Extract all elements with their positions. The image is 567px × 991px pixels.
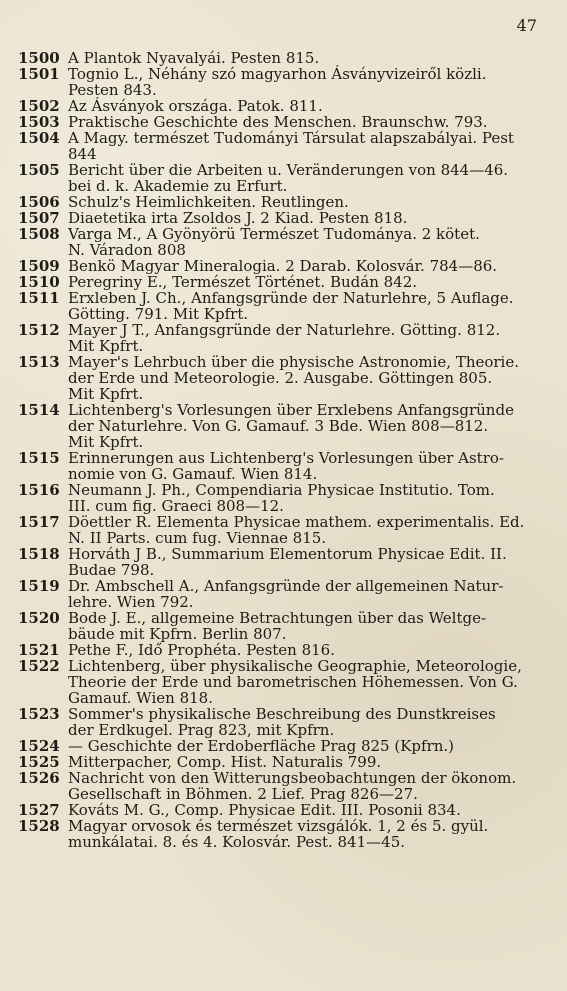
entry-text [68,818,558,850]
entry-line: Erxleben J. Ch., Anfangsgründe der Naturlehre, 5 Auflage. [68,289,514,307]
entry-text [68,130,558,162]
bibliography-entry [18,226,558,258]
entry-line: Sommer's physikalische Beschreibung des Dunstkreises [68,705,496,723]
entry-line: Götting. 791. Mit Kpfrt. [68,305,249,323]
entry-number: 1508 [18,225,60,243]
entry-line: — Geschichte der Erdoberfläche Prag 825 (Kpfrn.) [68,737,455,755]
entry-line: Bericht über die Arbeiten u. Veränderungen von 844—46. [68,161,509,179]
entry-line: Mayer's Lehrbuch über die physische Astronomie, Theorie. [68,353,520,371]
bibliography-entry [18,114,558,130]
entry-text [68,322,558,354]
bibliography-entry [18,658,558,706]
entry-line: munkálatai. 8. és 4. Kolosvár. Pest. 841—45. [68,833,406,851]
bibliography-entry [18,770,558,802]
entry-number: 1523 [18,705,60,723]
entry-number: 1521 [18,641,60,659]
entry-text [68,162,558,194]
entry-line: Varga M., A Gyönyörü Természet Tudománya. 2 kötet. [68,225,480,243]
entry-text [68,482,558,514]
entry-text [68,578,558,610]
entry-line: Pethe F., Idő Prophéta. Pesten 816. [68,641,335,659]
entry-number: 1518 [18,545,60,563]
entry-line: lehre. Wien 792. [68,593,194,611]
bibliography-entry [18,290,558,322]
entry-number: 1528 [18,817,60,835]
bibliography-entry [18,610,558,642]
entry-line: Budae 798. [68,561,155,579]
bibliography-entry [18,98,558,114]
page-number: 47 [516,16,537,35]
entry-line: Theorie der Erde und barometrischen Höhemessen. Von G. [68,673,518,691]
entry-line: Mitterpacher, Comp. Hist. Naturalis 799. [68,753,382,771]
entry-number: 1513 [18,353,60,371]
entry-line: A Plantok Nyavalyái. Pesten 815. [68,49,320,67]
entry-number: 1511 [18,289,60,307]
entry-number: 1504 [18,129,60,147]
entry-text [68,754,558,770]
bibliography-entry [18,274,558,290]
entry-text [68,210,558,226]
entry-line: Praktische Geschichte des Menschen. Braunschw. 793. [68,113,488,131]
entry-text [68,114,558,130]
entry-text [68,546,558,578]
bibliography-entry [18,258,558,274]
entry-text [68,226,558,258]
entry-number: 1516 [18,481,60,499]
entry-number: 1515 [18,449,60,467]
bibliography-entry [18,642,558,658]
entry-text [68,194,558,210]
entry-number: 1520 [18,609,60,627]
entry-line: Mayer J T., Anfangsgründe der Naturlehre. Götting. 812. [68,321,501,339]
bibliography-entry [18,546,558,578]
entry-text [68,610,558,642]
bibliography-entry [18,482,558,514]
entry-text [68,514,558,546]
entry-text [68,706,558,738]
entry-line: bäude mit Kpfrn. Berlin 807. [68,625,287,643]
entry-line: Schulz's Heimlichkeiten. Reutlingen. [68,193,349,211]
entry-line: Döettler R. Elementa Physicae mathem. experimentalis. Ed. [68,513,525,531]
entry-text [68,450,558,482]
entry-line: Nachricht von den Witterungsbeobachtungen der ökonom. [68,769,517,787]
entry-text [68,738,558,754]
entry-text [68,290,558,322]
entry-number: 1525 [18,753,60,771]
bibliography-entry [18,802,558,818]
entry-line: Pesten 843. [68,81,157,99]
entry-line: bei d. k. Akademie zu Erfurt. [68,177,288,195]
bibliography-entry [18,50,558,66]
entry-line: Gamauf. Wien 818. [68,689,213,707]
entry-line: Mit Kpfrt. [68,385,144,403]
entry-text [68,50,558,66]
entry-line: Magyar orvosok és természet vizsgálók. 1, 2 és 5. gyül. [68,817,489,835]
entry-line: Kováts M. G., Comp. Physicae Edit. III. Posonii 834. [68,801,461,819]
entry-line: Tognio L., Néhány szó magyarhon Ásványvizeiről közli. [68,65,487,83]
entry-text [68,802,558,818]
entry-line: Lichtenberg's Vorlesungen über Erxlebens Anfangsgründe [68,401,514,419]
entry-number: 1503 [18,113,60,131]
entry-number: 1514 [18,401,60,419]
bibliography-entry [18,210,558,226]
entry-text [68,354,558,402]
entry-line: Gesellschaft in Böhmen. 2 Lief. Prag 826—27. [68,785,418,803]
entry-line: A Magy. természet Tudományi Társulat alapszabályai. Pest [68,129,514,147]
entry-number: 1526 [18,769,60,787]
entry-line: Diaetetika irta Zsoldos J. 2 Kiad. Pesten 818. [68,209,408,227]
entry-line: Neumann J. Ph., Compendiaria Physicae Institutio. Tom. [68,481,495,499]
entry-line: nomie von G. Gamauf. Wien 814. [68,465,318,483]
bibliography-entry [18,706,558,738]
bibliography-entry [18,754,558,770]
entry-number: 1506 [18,193,60,211]
entry-line: Lichtenberg, über physikalische Geographie, Meteorologie, [68,657,522,675]
entry-line: Benkö Magyar Mineralogia. 2 Darab. Kolosvár. 784—86. [68,257,498,275]
entry-line: III. cum fig. Graeci 808—12. [68,497,284,515]
entry-line: Mit Kpfrt. [68,433,144,451]
entry-line: Horváth J B., Summarium Elementorum Physicae Edit. II. [68,545,507,563]
entry-line: Dr. Ambschell A., Anfangsgründe der allgemeinen Natur- [68,577,504,595]
entry-text [68,274,558,290]
entry-number: 1527 [18,801,60,819]
entry-number: 1500 [18,49,60,67]
entry-number: 1524 [18,737,60,755]
entry-text [68,402,558,450]
bibliography-entry [18,450,558,482]
entry-number: 1509 [18,257,60,275]
entry-line: N. Váradon 808 [68,241,186,259]
entry-line: Peregriny E., Természet Történet. Budán 842. [68,273,418,291]
entry-number: 1507 [18,209,60,227]
entry-line: 844 [68,145,97,163]
bibliography-entry [18,402,558,450]
bibliography-entry [18,514,558,546]
bibliography-entry [18,818,558,850]
entry-text [68,658,558,706]
entry-number: 1512 [18,321,60,339]
entry-number: 1517 [18,513,60,531]
entry-line: Az Ásványok országa. Patok. 811. [68,97,323,115]
entry-line: Mit Kpfrt. [68,337,144,355]
bibliography-entry [18,66,558,98]
bibliography-entry [18,578,558,610]
bibliography-entry [18,354,558,402]
entry-line: Erinnerungen aus Lichtenberg's Vorlesungen über Astro- [68,449,504,467]
entry-line: Bode J. E., allgemeine Betrachtungen über das Weltge- [68,609,487,627]
entry-text [68,66,558,98]
entry-line: der Erde und Meteorologie. 2. Ausgabe. Göttingen 805. [68,369,493,387]
bibliography-entry [18,162,558,194]
entry-text [68,258,558,274]
entry-number: 1505 [18,161,60,179]
entry-number: 1510 [18,273,60,291]
bibliography-entry [18,322,558,354]
bibliography-entry [18,130,558,162]
entry-number: 1519 [18,577,60,595]
entry-number: 1501 [18,65,60,83]
entry-line: der Naturlehre. Von G. Gamauf. 3 Bde. Wien 808—812. [68,417,489,435]
bibliography-entry [18,194,558,210]
entry-number: 1522 [18,657,60,675]
entry-text [68,642,558,658]
entry-line: N. II Parts. cum fug. Viennae 815. [68,529,327,547]
entry-number: 1502 [18,97,60,115]
entry-text [68,770,558,802]
entry-line: der Erdkugel. Prag 823, mit Kpfrn. [68,721,335,739]
bibliography-list [18,50,558,850]
entry-text [68,98,558,114]
bibliography-entry [18,738,558,754]
